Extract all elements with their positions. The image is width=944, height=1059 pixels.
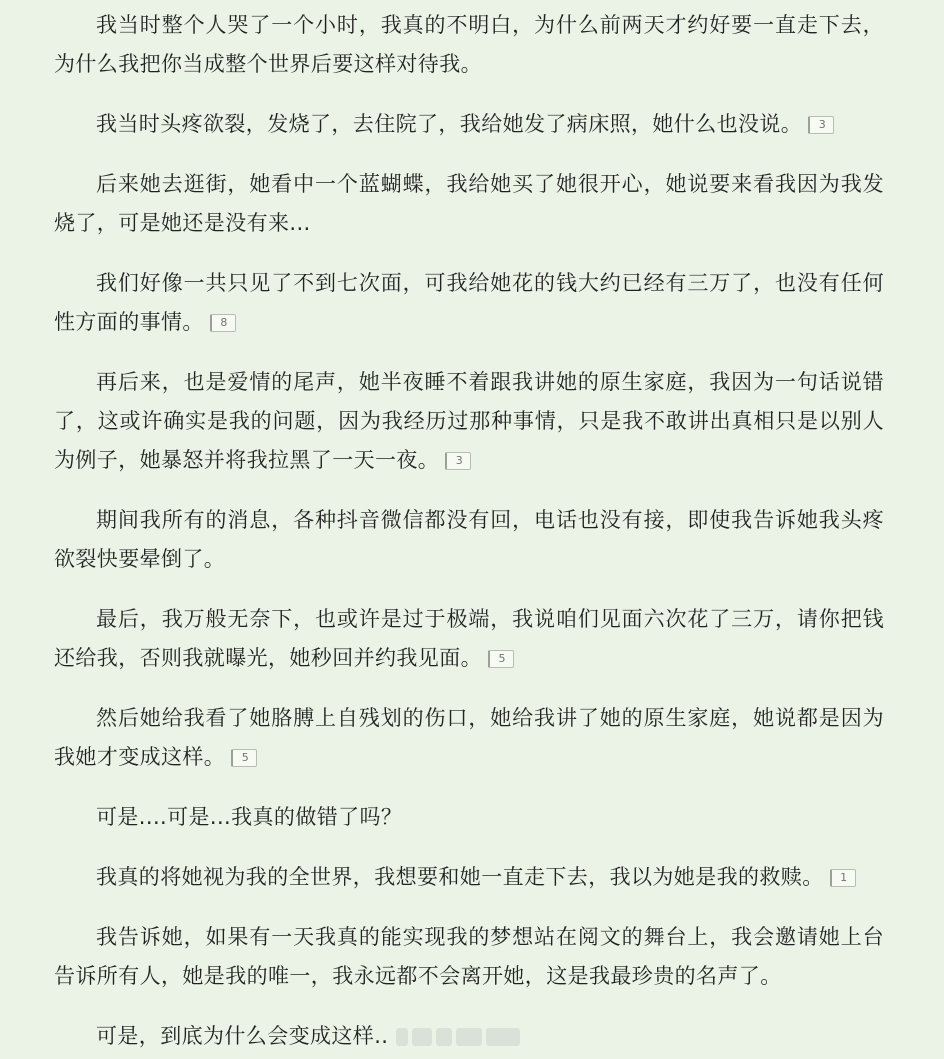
paragraph	[54, 501, 884, 579]
paragraph	[54, 858, 884, 897]
paragraph-comment-count[interactable]: 5	[231, 749, 257, 767]
paragraph	[54, 105, 884, 144]
paragraph-comment-count[interactable]: 8	[210, 314, 236, 332]
paragraph-text: 后来她去逛街，她看中一个蓝蝴蝶，我给她买了她很开心，她说要来看我因为我发烧了，可是她还是没有来...	[54, 172, 884, 235]
paragraph	[54, 699, 884, 777]
paragraph-comment-count[interactable]: 5	[488, 650, 514, 668]
paragraph-text: 然后她给我看了她胳膊上自残划的伤口，她给我讲了她的原生家庭，她说都是因为我她才变成这样。	[54, 706, 884, 769]
paragraph-text: 我当时头疼欲裂，发烧了，去住院了，我给她发了病床照，她什么也没说。	[96, 112, 803, 136]
paragraph-text: 期间我所有的消息，各种抖音微信都没有回，电话也没有接，即使我告诉她我头疼欲裂快要晕倒了。	[54, 508, 884, 571]
paragraph-text: 我们好像一共只见了不到七次面，可我给她花的钱大约已经有三万了，也没有任何性方面的事情。	[54, 271, 884, 334]
paragraph	[54, 600, 884, 678]
paragraph-text: 可是，到底为什么会变成这样..	[96, 1024, 389, 1048]
paragraph	[54, 264, 884, 342]
paragraph	[54, 1017, 884, 1056]
paragraph-text: 最后，我万般无奈下，也或许是过于极端，我说咱们见面六次花了三万，请你把钱还给我，否则我就曝光，她秒回并约我见面。	[54, 607, 884, 670]
paragraph	[54, 798, 884, 837]
paragraph-comment-count[interactable]: 1	[830, 869, 856, 887]
paragraph-comment-count[interactable]: 3	[808, 116, 834, 134]
paragraph	[54, 6, 884, 84]
paragraph-comment-count[interactable]: 3	[445, 452, 471, 470]
paragraph-text: 我当时整个人哭了一个小时，我真的不明白，为什么前两天才约好要一直走下去，为什么我把你当成整个世界后要这样对待我。	[54, 13, 884, 76]
paragraph	[54, 363, 884, 480]
paragraph	[54, 165, 884, 243]
paragraph-text: 我真的将她视为我的全世界，我想要和她一直走下去，我以为她是我的救赎。	[96, 865, 824, 889]
paragraph-text: 再后来，也是爱情的尾声，她半夜睡不着跟我讲她的原生家庭，我因为一句话说错了，这或许确实是我的问题，因为我经历过那种事情，只是我不敢讲出真相只是以别人为例子，她暴怒并将我拉黑了一天一夜。	[54, 370, 884, 472]
paragraph-text: 我告诉她，如果有一天我真的能实现我的梦想站在阅文的舞台上，我会邀请她上台告诉所有人，她是我的唯一，我永远都不会离开她，这是我最珍贵的名声了。	[54, 925, 884, 988]
paragraph-text: 可是....可是...我真的做错了吗？	[96, 805, 403, 829]
truncated-text-placeholder	[396, 1020, 526, 1042]
paragraph	[54, 918, 884, 996]
